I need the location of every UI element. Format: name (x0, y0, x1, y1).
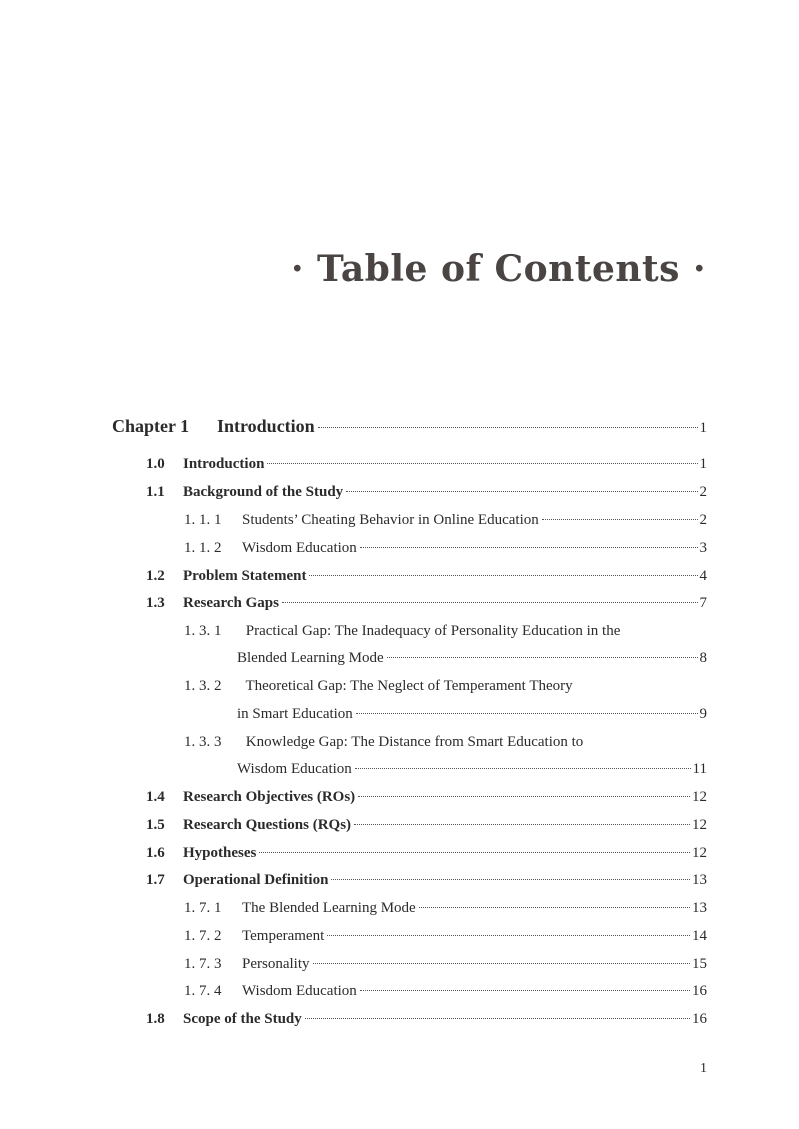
page-number: 2 (699, 484, 707, 500)
section-number: 1.2 (146, 568, 165, 584)
dot-leader (267, 463, 697, 464)
section-title: Hypotheses (183, 845, 257, 861)
section-title: Research Objectives (ROs) (183, 789, 356, 805)
subsection-number: 1. 7. 4 (184, 983, 222, 999)
page-number: 13 (692, 872, 707, 888)
toc-subsection-1-3-3-line1[interactable] (184, 730, 583, 754)
section-number: 1.7 (146, 872, 165, 888)
dot-leader (360, 547, 698, 548)
toc-subsection-1-3-2-line1[interactable] (184, 674, 573, 698)
page-number: 1 (699, 456, 707, 472)
page-number: 12 (692, 845, 707, 861)
page-number: 9 (699, 706, 707, 722)
toc-subsection-1-1-1[interactable] (184, 508, 707, 532)
section-title: Operational Definition (183, 872, 329, 888)
section-number: 1.8 (146, 1011, 165, 1027)
subsection-number: 1. 7. 3 (184, 956, 222, 972)
page-title: · Table of Contents · (290, 248, 706, 290)
subsection-title: Students’ Cheating Behavior in Online Education (242, 512, 539, 528)
toc-section-1-6[interactable] (146, 841, 707, 865)
page-number: 15 (692, 956, 707, 972)
subsection-title: The Blended Learning Mode (242, 900, 416, 916)
toc-subsection-1-3-1-line2[interactable] (237, 646, 707, 670)
toc-subsection-1-3-2-line2[interactable] (237, 702, 707, 726)
page-number: 16 (692, 983, 707, 999)
dot-leader (282, 602, 698, 603)
section-number: 1.4 (146, 789, 165, 805)
dot-leader (259, 852, 690, 853)
page-number: 3 (699, 540, 707, 556)
section-title: Scope of the Study (183, 1011, 302, 1027)
page-number: 2 (699, 512, 707, 528)
subsection-title: Temperament (242, 928, 325, 944)
dot-leader (387, 657, 698, 658)
page-number: 12 (692, 789, 707, 805)
toc-section-1-7[interactable] (146, 868, 707, 892)
dot-leader (313, 963, 691, 964)
subsection-number: 1. 7. 2 (184, 928, 222, 944)
toc-section-1-3[interactable] (146, 591, 707, 615)
dot-leader (305, 1018, 690, 1019)
subsection-title: Theoretical Gap: The Neglect of Temperament Theory (245, 678, 573, 694)
subsection-title: Personality (242, 956, 310, 972)
toc-section-1-2[interactable] (146, 564, 707, 588)
page-number: 16 (692, 1011, 707, 1027)
section-number: 1.1 (146, 484, 165, 500)
toc-subsection-1-7-2[interactable] (184, 924, 707, 948)
section-title: Problem Statement (183, 568, 307, 584)
toc-section-1-8[interactable] (146, 1007, 707, 1031)
dot-leader (327, 935, 690, 936)
toc-section-1-1[interactable] (146, 480, 707, 504)
section-number: 1.6 (146, 845, 165, 861)
chapter-title: Introduction (217, 416, 315, 436)
page-number: 11 (692, 761, 707, 777)
subsection-number: 1. 1. 1 (184, 512, 222, 528)
subsection-number: 1. 3. 2 (184, 678, 222, 694)
subsection-title: Wisdom Education (242, 540, 357, 556)
subsection-number: 1. 3. 1 (184, 623, 222, 639)
toc-section-1-5[interactable] (146, 813, 707, 837)
dot-leader (356, 713, 698, 714)
page-number: 14 (692, 928, 707, 944)
section-number: 1.5 (146, 817, 165, 833)
subsection-number: 1. 3. 3 (184, 734, 222, 750)
toc-subsection-1-7-4[interactable] (184, 979, 707, 1003)
dot-leader (360, 990, 690, 991)
page-number: 1 (699, 420, 707, 436)
chapter-number: Chapter 1 (112, 416, 190, 436)
subsection-title-continuation: Wisdom Education (237, 761, 352, 777)
toc-subsection-1-7-1[interactable] (184, 896, 707, 920)
subsection-title-continuation: Blended Learning Mode (237, 650, 384, 666)
dot-leader (542, 519, 698, 520)
toc-subsection-1-3-3-line2[interactable] (237, 757, 707, 781)
section-title: Research Gaps (183, 595, 279, 611)
toc-subsection-1-1-2[interactable] (184, 536, 707, 560)
toc-section-1-4[interactable] (146, 785, 707, 809)
dot-leader (358, 796, 690, 797)
subsection-number: 1. 7. 1 (184, 900, 222, 916)
toc-section-1-0[interactable] (146, 452, 707, 476)
section-title: Introduction (183, 456, 265, 472)
toc-subsection-1-7-3[interactable] (184, 952, 707, 976)
section-title: Background of the Study (183, 484, 344, 500)
page-number: 13 (692, 900, 707, 916)
page-number: 7 (699, 595, 707, 611)
subsection-title: Practical Gap: The Inadequacy of Personality Education in the (245, 623, 621, 639)
dot-leader (355, 768, 691, 769)
subsection-number: 1. 1. 2 (184, 540, 222, 556)
section-number: 1.3 (146, 595, 165, 611)
dot-leader (331, 879, 690, 880)
page-folio: 1 (700, 1061, 707, 1076)
section-number: 1.0 (146, 456, 165, 472)
subsection-title-continuation: in Smart Education (237, 706, 353, 722)
page-number: 12 (692, 817, 707, 833)
dot-leader (309, 575, 697, 576)
toc-chapter-1[interactable] (112, 414, 707, 438)
page-number: 8 (699, 650, 707, 666)
toc-subsection-1-3-1-line1[interactable] (184, 619, 620, 643)
subsection-title: Wisdom Education (242, 983, 357, 999)
dot-leader (419, 907, 690, 908)
dot-leader (346, 491, 697, 492)
subsection-title: Knowledge Gap: The Distance from Smart Education to (245, 734, 584, 750)
dot-leader (354, 824, 690, 825)
dot-leader (318, 427, 698, 428)
section-title: Research Questions (RQs) (183, 817, 352, 833)
page-number: 4 (699, 568, 707, 584)
